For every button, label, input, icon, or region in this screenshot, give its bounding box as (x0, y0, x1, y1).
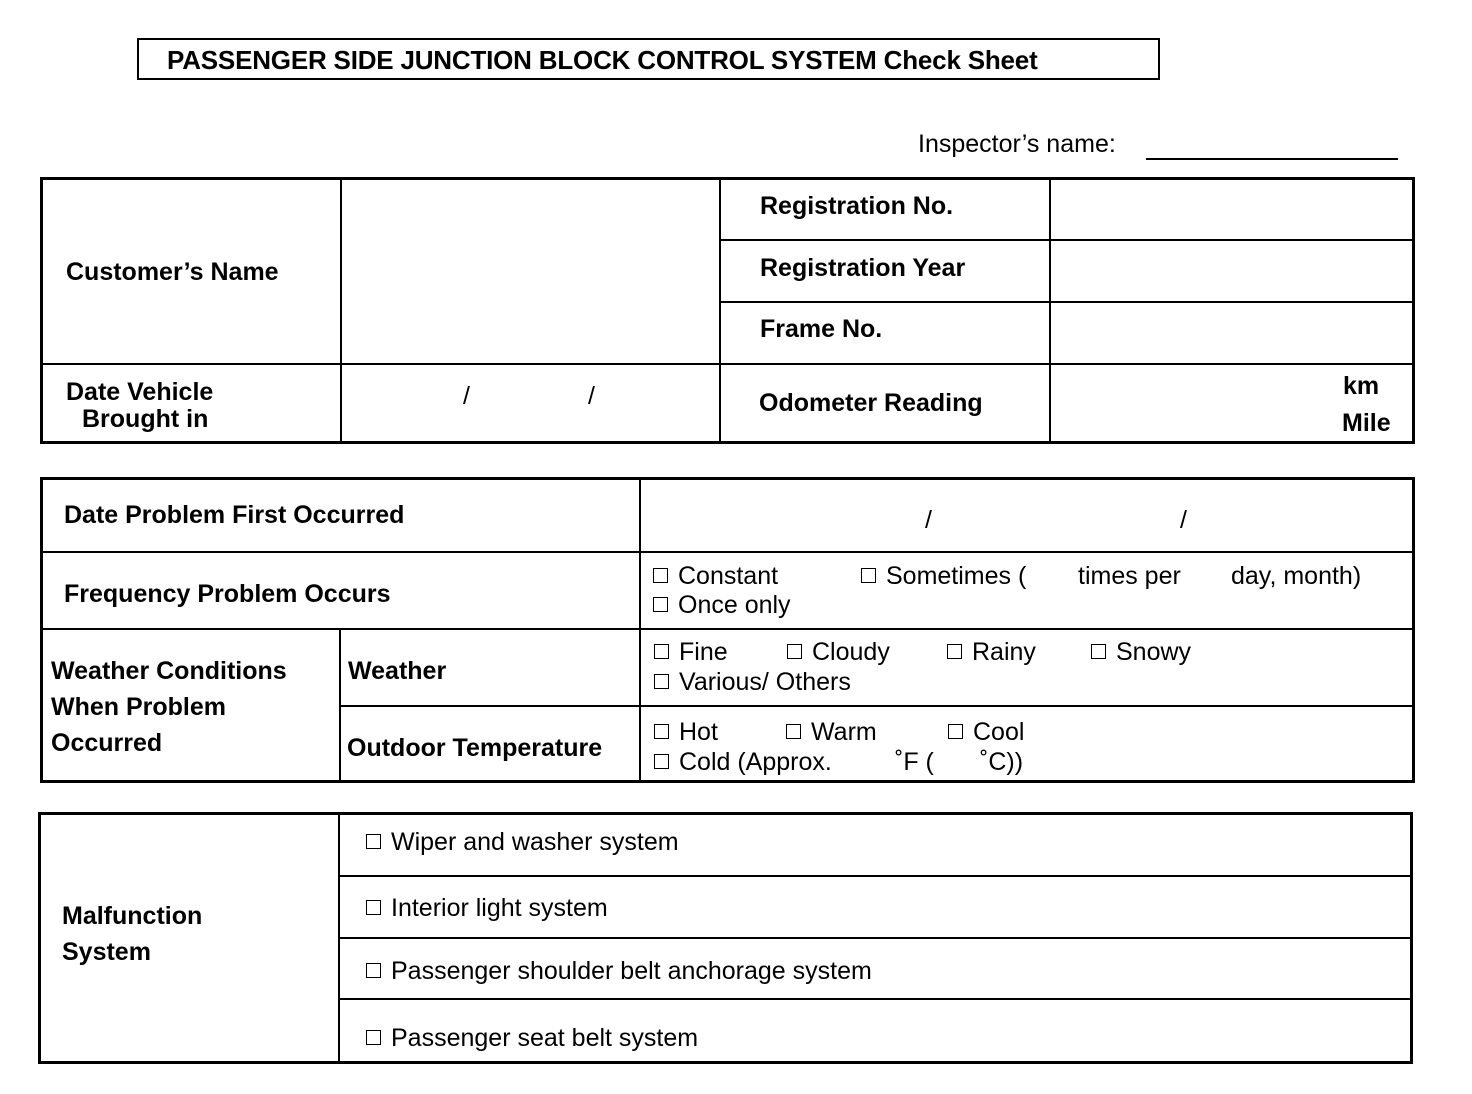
outdoor-temperature-label: Outdoor Temperature (347, 734, 603, 762)
date-problem-first-label: Date Problem First Occurred (64, 501, 405, 529)
option-constant[interactable]: Constant (653, 561, 778, 591)
system-wiper-washer[interactable]: Wiper and washer system (366, 827, 679, 857)
odometer-label: Odometer Reading (759, 389, 983, 417)
option-fine[interactable]: Fine (654, 637, 728, 667)
checkbox-icon[interactable] (786, 724, 801, 739)
date-vehicle-label-line1: Date Vehicle (66, 378, 214, 406)
frequency-label: Frequency Problem Occurs (64, 580, 391, 608)
unit-km-label: km (1343, 372, 1380, 400)
frame-no-label: Frame No. (760, 315, 883, 343)
registration-no-label: Registration No. (760, 192, 954, 220)
option-snowy[interactable]: Snowy (1091, 637, 1191, 667)
checkbox-icon[interactable] (653, 597, 668, 612)
weather-conditions-label-line1: Weather Conditions (51, 657, 287, 685)
checkbox-icon[interactable] (366, 1030, 381, 1045)
option-rainy[interactable]: Rainy (947, 637, 1036, 667)
registration-year-label: Registration Year (760, 254, 966, 282)
frame-no-field[interactable] (1052, 304, 1412, 361)
date-vehicle-field[interactable] (343, 366, 717, 440)
checkbox-icon[interactable] (366, 963, 381, 978)
checkbox-icon[interactable] (654, 724, 669, 739)
degree-c-text: ˚C)) (980, 748, 1024, 776)
checkbox-icon[interactable] (1091, 644, 1106, 659)
registration-year-field[interactable] (1052, 242, 1412, 299)
unit-mile-label: Mile (1342, 409, 1391, 437)
checkbox-icon[interactable] (654, 644, 669, 659)
checkbox-icon[interactable] (366, 834, 381, 849)
checkbox-icon[interactable] (654, 674, 669, 689)
checkbox-icon[interactable] (653, 568, 668, 583)
checkbox-icon[interactable] (947, 644, 962, 659)
option-cloudy[interactable]: Cloudy (787, 637, 890, 667)
date-separator: / (588, 382, 595, 410)
option-cool[interactable]: Cool (948, 717, 1024, 747)
degree-f-text: ˚F ( (895, 748, 934, 776)
system-interior-light[interactable]: Interior light system (366, 893, 608, 923)
date-vehicle-label-line2: Brought in (82, 405, 209, 433)
inspector-name-field[interactable] (1146, 158, 1398, 160)
malfunction-label-line2: System (62, 938, 151, 966)
checkbox-icon[interactable] (948, 724, 963, 739)
registration-no-field[interactable] (1052, 181, 1412, 237)
option-hot[interactable]: Hot (654, 717, 718, 747)
times-per-text: times per (1078, 562, 1181, 590)
option-warm[interactable]: Warm (786, 717, 877, 747)
inspector-name-label: Inspector’s name: (918, 130, 1116, 158)
page-title: PASSENGER SIDE JUNCTION BLOCK CONTROL SYSTEM Check Sheet (137, 38, 1160, 80)
option-once-only[interactable]: Once only (653, 590, 791, 620)
date-separator: / (925, 506, 932, 534)
checkbox-icon[interactable] (366, 900, 381, 915)
system-seat-belt[interactable]: Passenger seat belt system (366, 1023, 698, 1053)
customer-name-label: Customer’s Name (66, 258, 279, 286)
date-problem-first-field[interactable] (642, 480, 1412, 549)
weather-conditions-label-line2: When Problem (51, 693, 227, 721)
day-month-text: day, month) (1231, 562, 1362, 590)
option-sometimes[interactable]: Sometimes ( (861, 561, 1026, 591)
customer-name-field[interactable] (343, 181, 717, 361)
weather-label: Weather (348, 657, 447, 685)
date-separator: / (1180, 506, 1187, 534)
odometer-field[interactable] (1052, 366, 1332, 440)
weather-conditions-label-line3: Occurred (51, 729, 163, 757)
system-shoulder-belt[interactable]: Passenger shoulder belt anchorage system (366, 956, 872, 986)
date-separator: / (463, 382, 470, 410)
checkbox-icon[interactable] (861, 568, 876, 583)
checkbox-icon[interactable] (787, 644, 802, 659)
checkbox-icon[interactable] (654, 754, 669, 769)
option-cold[interactable]: Cold (Approx. (654, 747, 832, 777)
option-various-others[interactable]: Various/ Others (654, 667, 851, 697)
malfunction-label-line1: Malfunction (62, 902, 203, 930)
